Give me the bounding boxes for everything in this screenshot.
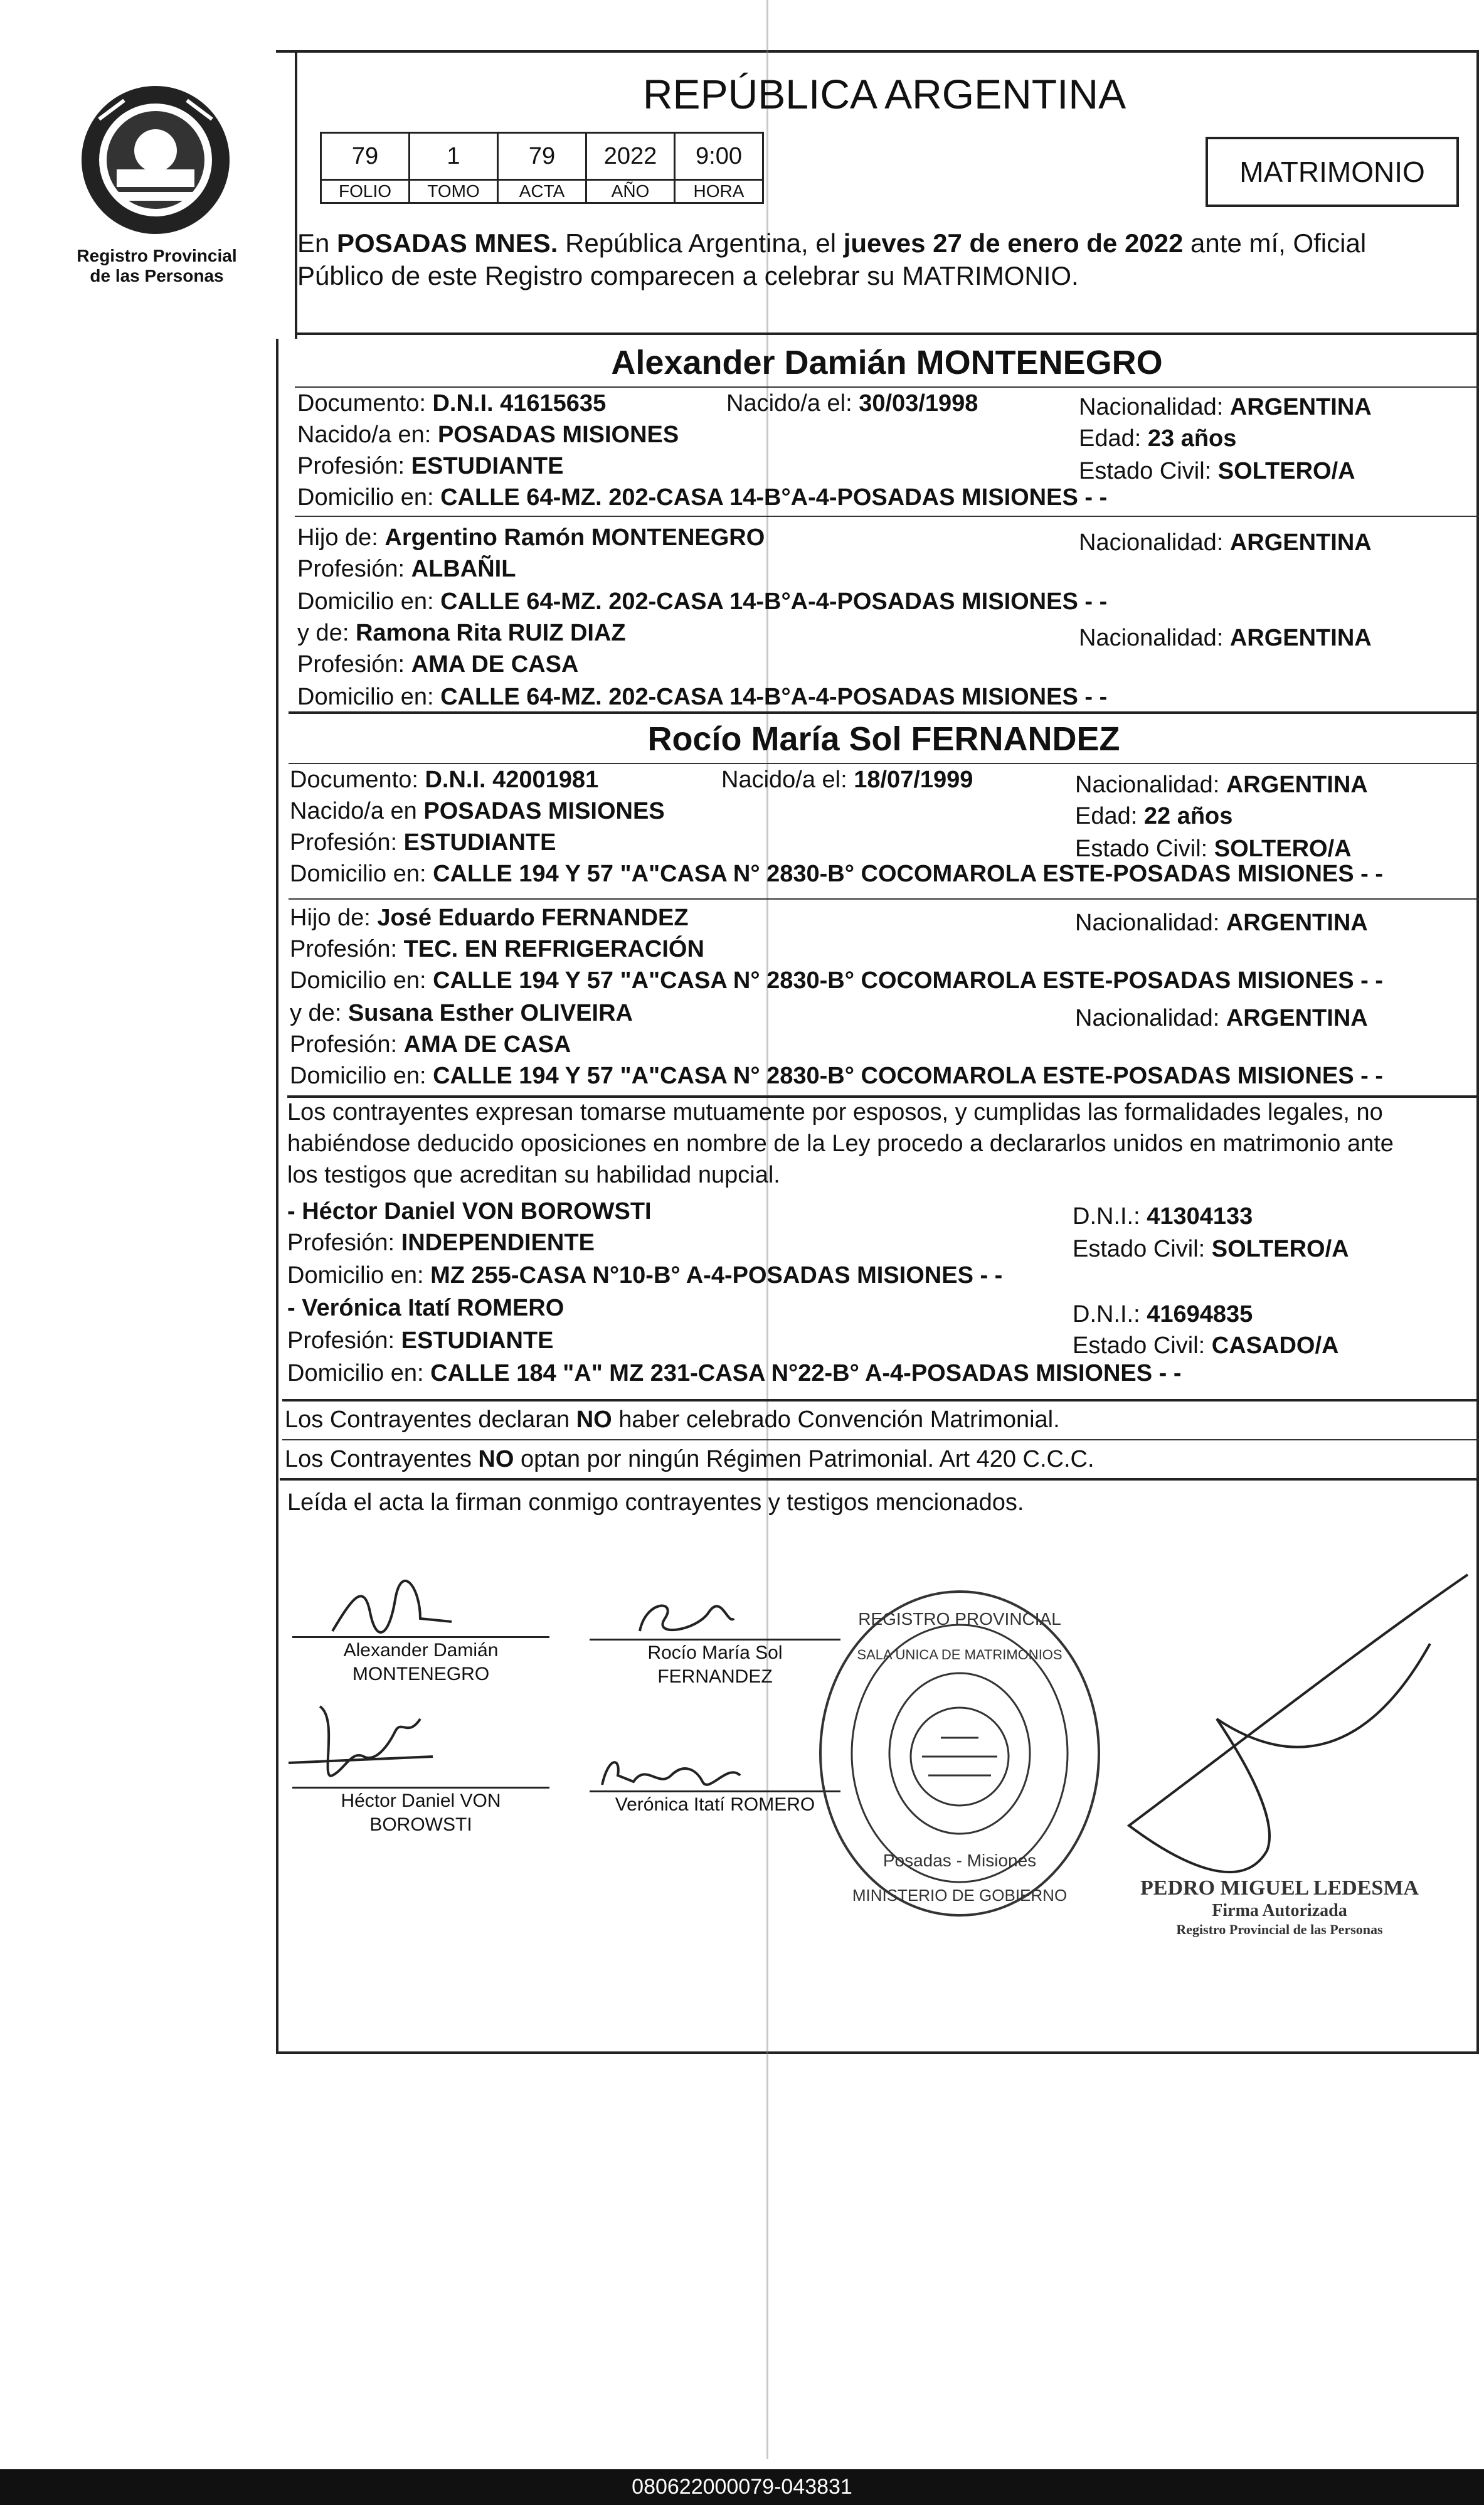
intro-place: POSADAS MNES. [337,228,558,258]
spouse1-mother-label: y de: [297,620,349,646]
spouse1-name: Alexander Damián MONTENEGRO [611,344,1163,381]
witness1-dni: 41304133 [1147,1203,1253,1230]
spouse2-mother-addr-label: Domicilio en: [290,1063,427,1089]
witness2-prof: ESTUDIANTE [401,1327,554,1354]
signature-3-line1: Héctor Daniel VON [341,1790,501,1811]
spouse2-nat: ARGENTINA [1226,772,1368,798]
svg-text:Posadas - Misiones: Posadas - Misiones [882,1851,1037,1870]
witness1-dni-label: D.N.I.: [1073,1203,1140,1230]
signature-3-line2: BOROWSTI [369,1814,472,1835]
spouse2-mother-prof: AMA DE CASA [403,1031,571,1058]
witness1-prof-label: Profesión: [287,1230,395,1256]
spouse1-age-label: Edad: [1079,425,1142,452]
frame-left-border [295,50,297,339]
spouse2-doc: D.N.I. 42001981 [425,767,599,793]
spouse2-civil: SOLTERO/A [1214,836,1352,862]
spouse1-mother-prof-label: Profesión: [297,651,405,678]
spouse1-nat: ARGENTINA [1229,394,1372,420]
spouse1-age: 23 años [1147,425,1237,452]
signature-3 [282,1694,439,1788]
convention-l2-bold: NO [478,1446,514,1472]
logo-caption-line2: de las Personas [90,266,224,285]
spouse2-father-addr-label: Domicilio en: [290,967,427,994]
divider-spouse1-end [289,711,1479,714]
spouse2-father: José Eduardo FERNANDEZ [377,905,689,931]
spouse1-father-prof-label: Profesión: [297,556,405,582]
witness2-civil-label: Estado Civil: [1073,1332,1206,1359]
anio-label: AÑO [586,180,675,203]
page-title: REPÚBLICA ARGENTINA [642,71,1126,117]
hora-value: 9:00 [675,133,763,180]
declaration-line3: los testigos que acreditan su habilidad nupcial. [287,1162,780,1188]
act-type-box [1206,137,1459,207]
spouse2-father-nat: ARGENTINA [1226,910,1368,936]
svg-text:MINISTERIO DE GOBIERNO: MINISTERIO DE GOBIERNO [852,1886,1068,1905]
intro-paragraph [297,227,1476,292]
spouse1-civil: SOLTERO/A [1217,458,1355,484]
svg-text:SALA UNICA DE MATRIMONIOS: SALA UNICA DE MATRIMONIOS [857,1647,1063,1662]
spouse1-father-nat-label: Nacionalidad: [1079,529,1224,556]
tomo-value: 1 [410,133,498,180]
footer-bar [0,2469,1484,2505]
spouse1-mother: Ramona Rita RUIZ DIAZ [355,620,626,646]
logo-caption [56,246,257,286]
spouse2-prof: ESTUDIANTE [403,829,556,856]
signature-2-line [590,1639,840,1641]
spouse2-mother-label: y de: [290,1000,342,1026]
witness1-prof: INDEPENDIENTE [401,1230,595,1256]
divider-spouse1-parents [295,516,1479,517]
signature-1-line1: Alexander Damián [343,1640,499,1661]
spouse2-mother: Susana Esther OLIVEIRA [347,1000,633,1026]
signature-1-caption [292,1639,549,1686]
witness2-prof-label: Profesión: [287,1327,395,1354]
convention-l1-post: haber celebrado Convención Matrimonial. [612,1407,1060,1433]
official-stamp-role: Firma Autorizada [1212,1901,1347,1920]
signature-4-line [590,1790,840,1792]
witness2-addr-label: Domicilio en: [287,1360,424,1386]
spouse2-father-nat-label: Nacionalidad: [1075,910,1220,936]
spouse1-addr-label: Domicilio en: [297,484,434,511]
spouse1-prof-label: Profesión: [297,453,405,479]
spouse1-father-prof: ALBAÑIL [411,556,516,582]
signature-4-caption [590,1793,840,1817]
declaration-paragraph [287,1097,1478,1191]
witness2-name: - Verónica Itatí ROMERO [287,1295,564,1321]
acta-label: ACTA [498,180,586,203]
spouse1-nat-label: Nacionalidad: [1079,394,1224,420]
logo-caption-line1: Registro Provincial [77,246,237,265]
acta-value: 79 [498,133,586,180]
witness1-addr: MZ 255-CASA N°10-B° A-4-POSADAS MISIONES - - [430,1262,1003,1289]
spouse2-nat-label: Nacionalidad: [1075,772,1220,798]
spouse1-born-in-label: Nacido/a en: [297,422,432,448]
spouse2-mother-nat: ARGENTINA [1226,1005,1368,1031]
spouse1-prof: ESTUDIANTE [411,453,564,479]
spouse2-name: Rocío María Sol FERNANDEZ [647,720,1120,758]
spouse2-block [290,764,1475,1097]
spouse1-doc-label: Documento: [297,390,426,417]
witness2-addr: CALLE 184 "A" MZ 231-CASA N°22-B° A-4-POSADAS MISIONES - - [430,1360,1182,1386]
convention-l1-bold: NO [576,1407,612,1433]
intro-prefix: En [297,228,330,258]
witness1-name: - Héctor Daniel VON BOROWSTI [287,1198,652,1225]
witness1-civil-label: Estado Civil: [1073,1236,1206,1262]
witnesses-block [287,1196,1478,1396]
spouse1-mother-addr: CALLE 64-MZ. 202-CASA 14-B°A-4-POSADAS MISIONES - - [440,684,1108,710]
folio-label: FOLIO [321,180,410,203]
spouse2-addr: CALLE 194 Y 57 "A"CASA N° 2830-B° COCOMAROLA ESTE-POSADAS MISIONES - - [433,861,1384,887]
spouse1-mother-addr-label: Domicilio en: [297,684,434,710]
spouse2-prof-label: Profesión: [290,829,398,856]
spouse2-civil-label: Estado Civil: [1075,836,1208,862]
spouse2-father-prof-label: Profesión: [290,936,398,962]
signature-1-line [292,1636,549,1638]
spouse2-born-on: 18/07/1999 [854,767,973,793]
spouse1-born-on-label: Nacido/a el: [726,390,852,417]
registry-seal-stamp [815,1587,1104,1920]
signature-2-caption [590,1641,840,1689]
spouse1-father-addr-label: Domicilio en: [297,588,434,615]
spouse2-addr-label: Domicilio en: [290,861,427,887]
closing-text: Leída el acta la firman conmigo contrayentes y testigos mencionados. [287,1489,1024,1516]
spouse2-mother-addr: CALLE 194 Y 57 "A"CASA N° 2830-B° COCOMAROLA ESTE-POSADAS MISIONES - - [433,1063,1384,1089]
divider-convention [282,1439,1479,1440]
spouse1-father: Argentino Ramón MONTENEGRO [384,524,765,551]
spouse2-doc-label: Documento: [290,767,418,793]
spouse2-age-label: Edad: [1075,803,1138,829]
signature-4-line1: Verónica Itatí ROMERO [615,1794,815,1815]
signature-1 [326,1575,464,1644]
spouse2-father-addr: CALLE 194 Y 57 "A"CASA N° 2830-B° COCOMAROLA ESTE-POSADAS MISIONES - - [433,967,1384,994]
signature-2 [627,1593,740,1644]
spouse1-civil-label: Estado Civil: [1079,458,1212,484]
intro-line2: Público de este Registro comparecen a celebrar su MATRIMONIO. [297,261,1079,290]
footer-code: 080622000079-043831 [632,2475,852,2499]
witness2-civil: CASADO/A [1211,1332,1339,1359]
spouse2-age: 22 años [1143,803,1233,829]
spouse2-mother-nat-label: Nacionalidad: [1075,1005,1220,1031]
official-stamp-name: PEDRO MIGUEL LEDESMA [1140,1876,1419,1900]
convention-l1-pre: Los Contrayentes declaran [285,1407,576,1433]
hora-label: HORA [675,180,763,203]
witness2-dni-label: D.N.I.: [1073,1301,1140,1327]
signature-2-line2: FERNANDEZ [657,1666,773,1687]
witness1-civil: SOLTERO/A [1211,1236,1349,1262]
anio-value: 2022 [586,133,675,180]
official-stamp [1123,1876,1436,1939]
intro-mid: República Argentina, el [558,228,844,258]
spouse1-addr: CALLE 64-MZ. 202-CASA 14-B°A-4-POSADAS MISIONES - - [440,484,1108,511]
spouse1-mother-prof: AMA DE CASA [411,651,579,678]
spouse2-born-in-label: Nacido/a en [290,798,417,824]
divider-spouse2-parents [289,898,1479,900]
spouse1-mother-nat: ARGENTINA [1229,625,1372,651]
spouse2-born-in: POSADAS MISIONES [423,798,665,824]
spouse2-father-prof: TEC. EN REFRIGERACIÓN [403,936,704,962]
registry-table [320,132,764,204]
spouse1-born-on: 30/03/1998 [859,390,978,417]
divider-intro [295,332,1479,335]
spouse2-born-on-label: Nacido/a el: [721,767,847,793]
frame-left-border-lower [276,339,278,2051]
provincial-logo [80,82,231,238]
signature-3-line [292,1787,549,1789]
signature-2-line1: Rocío María Sol [647,1642,783,1663]
official-stamp-office: Registro Provincial de las Personas [1176,1922,1383,1937]
spouse1-father-addr: CALLE 64-MZ. 202-CASA 14-B°A-4-POSADAS MISIONES - - [440,588,1108,615]
spouse1-block [297,388,1476,714]
signature-1-line2: MONTENEGRO [352,1664,490,1684]
divider-convention-end [280,1478,1479,1481]
declaration-line1: Los contrayentes expresan tomarse mutuamente por esposos, y cumplidas las formalidades legales, no [287,1099,1383,1125]
spouse1-mother-nat-label: Nacionalidad: [1079,625,1224,651]
witness1-addr-label: Domicilio en: [287,1262,424,1289]
spouse1-father-nat: ARGENTINA [1229,529,1372,556]
official-signature [1104,1568,1480,1920]
spouse2-mother-prof-label: Profesión: [290,1031,398,1058]
spouse2-father-label: Hijo de: [290,905,371,931]
tomo-label: TOMO [410,180,498,203]
intro-date: jueves 27 de enero de 2022 [843,228,1184,258]
declaration-line2: habiéndose deducido oposiciones en nombre de la Ley procedo a declararlos unidos en matrimonio ante [287,1130,1394,1157]
signature-3-caption [292,1789,549,1837]
spouse1-born-in: POSADAS MISIONES [437,422,679,448]
witness2-dni: 41694835 [1147,1301,1253,1327]
spouse1-father-label: Hijo de: [297,524,378,551]
spouse1-doc: D.N.I. 41615635 [432,390,607,417]
convention-l2-post: optan por ningún Régimen Patrimonial. Art 420 C.C.C. [514,1446,1094,1472]
intro-suffix: ante mí, Oficial [1183,228,1367,258]
act-type-label: MATRIMONIO [1239,156,1425,188]
convention-l2-pre: Los Contrayentes [285,1446,479,1472]
svg-text:REGISTRO PROVINCIAL: REGISTRO PROVINCIAL [858,1609,1061,1629]
signature-4 [596,1750,753,1794]
folio-value: 79 [321,133,410,180]
